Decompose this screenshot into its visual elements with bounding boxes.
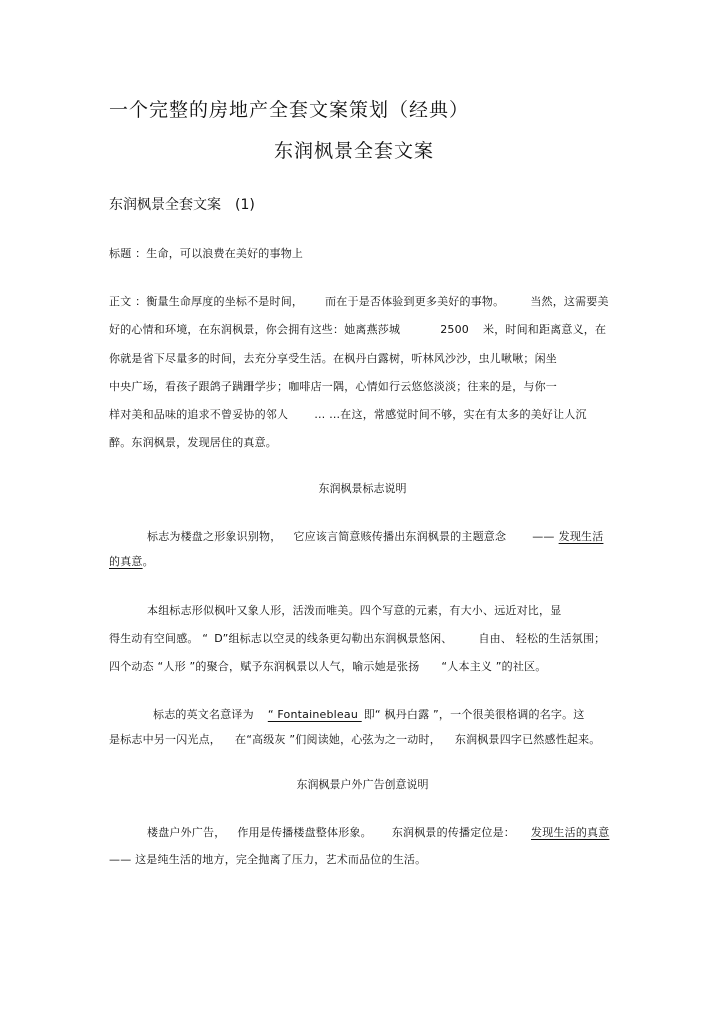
logo-para1-line2 [109, 553, 154, 569]
body-text: 当然，这需要美 [530, 295, 609, 308]
body-text: 作用是传播楼盘整体形象。 [237, 826, 372, 839]
body-line-5 [109, 406, 587, 422]
document-title: 一个完整的房地产全套文案策划（经典） [109, 99, 470, 121]
body-text: … …在这，常感觉时间不够，实在有太多的美好让人沉 [314, 408, 587, 421]
body-line-4: 中央广场，看孩子跟鸽子蹒跚学步；咖啡店一隅，心情如行云悠悠淡淡；往来的是，与你一 [109, 380, 557, 393]
body-text: 标志的英文名意译为 [153, 708, 254, 721]
body-text: 楼盘户外广告， [147, 826, 226, 839]
body-text: 自由、 轻松的生活氛围； [478, 632, 606, 645]
outdoor-section-heading: 东润枫景户外广告创意说明 [296, 778, 429, 791]
emphasis-text: 发现生活 [558, 530, 604, 543]
body-text: 而在于是否体验到更多美好的事物。 [325, 295, 505, 308]
body-text: 好的心情和环境，在东润枫景，你会拥有这些：她离燕莎城 [109, 323, 401, 336]
logo-para3-line1 [153, 706, 585, 722]
dash: —— [532, 530, 555, 543]
body-text: 在“高级灰 ”们阅读她，心弦为之一动时， [235, 733, 441, 746]
body-line-6: 醉。东润枫景，发现居住的真意。 [109, 436, 277, 449]
outdoor-para-line1 [147, 824, 609, 840]
section-heading-text: 东润枫景全套文案 [109, 197, 221, 213]
body-text: 得生动有空间感。 “ [109, 632, 209, 645]
body-text: 四个动态 “人形 ”的聚合，赋予东润枫景以人气，喻示她是张扬 [109, 660, 420, 673]
outdoor-para-line2: —— 这是纯生活的地方，完全抛离了压力，艺术而品位的生活。 [109, 853, 427, 866]
body-text: 米，时间和距离意义，在 [483, 323, 607, 336]
logo-para2-line2 [109, 630, 605, 646]
body-text: “人本主义 ”的社区。 [441, 660, 547, 673]
body-text: D”组标志以空灵的线条更勾勒出东润枫景悠闲、 [214, 632, 453, 645]
body-text: 正文 ：衡量生命厚度的坐标不是时间， [109, 295, 304, 308]
logo-section-heading: 东润枫景标志说明 [318, 482, 407, 495]
body-text: 东润枫景四字已然感性起来。 [454, 733, 601, 746]
logo-para2-line1: 本组标志形似枫叶又象人形，活泼而唯美。四个写意的元素，有大小、远近对比，显 [147, 604, 562, 617]
body-text: 标志为楼盘之形象识别物， [147, 530, 282, 543]
body-text: 样对美和品味的追求不曾妥协的邻人 [109, 408, 289, 421]
section-heading [109, 194, 255, 214]
section-number: (1) [235, 197, 255, 213]
emphasis-text: 发现生活的真意 [531, 826, 610, 839]
distance-value: 2500 [440, 323, 469, 336]
logo-para3-line2 [109, 731, 601, 747]
headline-line: 标题 ：生命，可以浪费在美好的事物上 [109, 247, 304, 260]
body-text: 即“ 枫丹白露 ”，一个很美很格调的名字。这 [363, 708, 585, 721]
body-text: 东润枫景的传播定位是： [391, 826, 516, 839]
body-text: 它应该言简意赅传播出东润枫景的主题意念 [293, 530, 507, 543]
body-line-1 [109, 293, 609, 309]
logo-para2-line3 [109, 658, 546, 674]
document-subtitle: 东润枫景全套文案 [274, 140, 435, 162]
body-line-3: 你就是省下尽量多的时间，去充分享受生活。在枫丹白露树，听林风沙沙，虫儿啾啾；闲坐 [109, 352, 557, 365]
english-name: “ Fontainebleau [267, 708, 362, 721]
body-text: 。 [142, 555, 154, 568]
body-text: 是标志中另一闪光点， [109, 733, 221, 746]
body-line-2 [109, 321, 606, 337]
logo-para1-line1 [147, 528, 603, 544]
emphasis-text: 的真意 [109, 555, 143, 568]
